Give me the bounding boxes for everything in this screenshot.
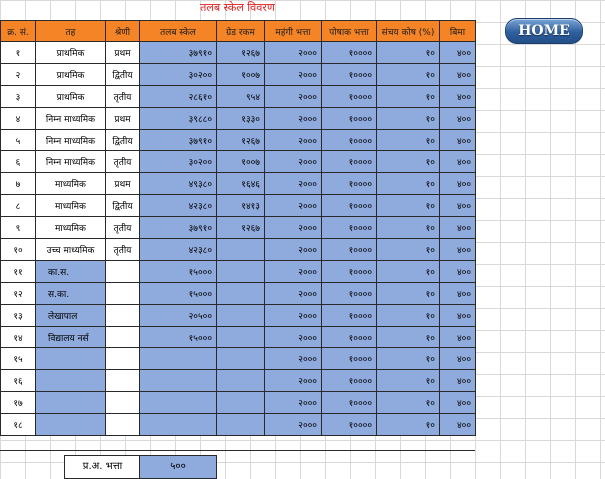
table-bottom-border [0,450,475,451]
cell-grade[interactable] [106,348,140,370]
table-row [1,304,476,326]
table-row [1,370,476,392]
cell-level[interactable]: निम्न माध्यमिक [36,129,106,151]
cell-dearness-allowance[interactable]: २००० [265,304,322,326]
cell-grade[interactable] [106,304,140,326]
cell-salary-scale[interactable]: ४२३८० [140,195,217,217]
cell-dearness-allowance[interactable]: २००० [265,392,322,414]
header-row [1,21,476,42]
cell-dearness-allowance[interactable]: २००० [265,282,322,304]
cell-insurance[interactable]: ४०० [440,348,476,370]
cell-salary-scale[interactable]: २०५०० [140,304,217,326]
table-row [1,107,476,129]
table-row [1,414,476,436]
cell-dearness-allowance[interactable]: २००० [265,107,322,129]
cell-grade-amount[interactable]: १३३० [217,107,265,129]
header-uniform-allowance[interactable]: पोषाक भत्ता [322,21,377,42]
cell-serial[interactable]: ८ [1,195,36,217]
cell-grade-amount[interactable] [217,282,265,304]
cell-insurance[interactable]: ४०० [440,85,476,107]
cell-salary-scale[interactable]: २८६१० [140,85,217,107]
cell-grade[interactable]: द्वितीय [106,63,140,85]
cell-provident-fund[interactable]: १० [377,107,440,129]
cell-grade[interactable]: प्रथम [106,42,140,64]
cell-dearness-allowance[interactable]: २००० [265,195,322,217]
cell-serial[interactable]: १८ [1,414,36,436]
cell-grade-amount[interactable]: १४१३ [217,195,265,217]
cell-grade-amount[interactable] [217,260,265,282]
cell-provident-fund[interactable]: १० [377,151,440,173]
header-dearness-allowance[interactable]: महंगी भत्ता [265,21,322,42]
cell-salary-scale[interactable]: ३७९१० [140,217,217,239]
cell-provident-fund[interactable]: १० [377,282,440,304]
cell-insurance[interactable]: ४०० [440,392,476,414]
cell-serial[interactable]: १० [1,239,36,261]
cell-insurance[interactable]: ४०० [440,239,476,261]
cell-uniform-allowance[interactable]: १०००० [322,239,377,261]
cell-grade[interactable] [106,326,140,348]
header-salary-scale[interactable]: तलब स्केल [140,21,217,42]
cell-salary-scale[interactable]: १५००० [140,326,217,348]
cell-level[interactable]: निम्न माध्यमिक [36,107,106,129]
cell-level[interactable]: माध्यमिक [36,217,106,239]
cell-insurance[interactable]: ४०० [440,195,476,217]
cell-level[interactable]: उच्च माध्यमिक [36,239,106,261]
home-button[interactable]: HOME [505,18,583,44]
table-row [1,392,476,414]
cell-uniform-allowance[interactable]: १०००० [322,217,377,239]
cell-insurance[interactable]: ४०० [440,260,476,282]
cell-grade-amount[interactable]: १२६७ [217,217,265,239]
cell-grade-amount[interactable] [217,392,265,414]
cell-insurance[interactable]: ४०० [440,370,476,392]
cell-provident-fund[interactable]: १० [377,326,440,348]
page-title: तलब स्केल विवरण [200,1,275,14]
cell-grade-amount[interactable]: १००७ [217,151,265,173]
cell-serial[interactable]: ११ [1,260,36,282]
cell-dearness-allowance[interactable]: २००० [265,414,322,436]
cell-grade[interactable]: तृतीय [106,85,140,107]
cell-grade[interactable] [106,392,140,414]
cell-provident-fund[interactable]: १० [377,370,440,392]
table-row [1,260,476,282]
cell-dearness-allowance[interactable]: २००० [265,370,322,392]
cell-level[interactable]: प्राथमिक [36,42,106,64]
cell-salary-scale[interactable]: ३७९१० [140,129,217,151]
cell-salary-scale[interactable]: १५००० [140,282,217,304]
table-row [1,217,476,239]
table-row [1,195,476,217]
cell-dearness-allowance[interactable]: २००० [265,326,322,348]
cell-provident-fund[interactable]: १० [377,304,440,326]
cell-dearness-allowance[interactable]: २००० [265,239,322,261]
cell-uniform-allowance[interactable]: १०००० [322,42,377,64]
cell-provident-fund[interactable]: १० [377,348,440,370]
cell-uniform-allowance[interactable]: १०००० [322,348,377,370]
cell-grade[interactable]: प्रथम [106,107,140,129]
cell-uniform-allowance[interactable]: १०००० [322,63,377,85]
cell-grade-amount[interactable] [217,239,265,261]
cell-provident-fund[interactable]: १० [377,85,440,107]
cell-grade-amount[interactable] [217,348,265,370]
cell-uniform-allowance[interactable]: १०००० [322,173,377,195]
cell-grade[interactable]: द्वितीय [106,129,140,151]
cell-serial[interactable]: ५ [1,129,36,151]
cell-salary-scale[interactable] [140,392,217,414]
cell-level[interactable]: प्राथमिक [36,85,106,107]
cell-salary-scale[interactable]: ४९३८० [140,173,217,195]
cell-uniform-allowance[interactable]: १०००० [322,129,377,151]
pa-bhatta-label[interactable]: प्र.अ. भत्ता [64,455,141,479]
cell-dearness-allowance[interactable]: २००० [265,151,322,173]
cell-insurance[interactable]: ४०० [440,63,476,85]
cell-insurance[interactable]: ४०० [440,217,476,239]
cell-insurance[interactable]: ४०० [440,42,476,64]
cell-serial[interactable]: १६ [1,370,36,392]
cell-insurance[interactable]: ४०० [440,304,476,326]
cell-grade[interactable]: तृतीय [106,151,140,173]
cell-uniform-allowance[interactable]: १०००० [322,195,377,217]
table-row [1,239,476,261]
cell-salary-scale[interactable]: ३०२०० [140,63,217,85]
cell-salary-scale[interactable] [140,414,217,436]
cell-salary-scale[interactable]: १५००० [140,260,217,282]
cell-grade-amount[interactable] [217,304,265,326]
cell-uniform-allowance[interactable]: १०००० [322,304,377,326]
header-grade-amount[interactable]: ग्रेड रकम [217,21,265,42]
cell-provident-fund[interactable]: १० [377,63,440,85]
cell-uniform-allowance[interactable]: १०००० [322,370,377,392]
cell-uniform-allowance[interactable]: १०००० [322,326,377,348]
cell-dearness-allowance[interactable]: २००० [265,260,322,282]
cell-provident-fund[interactable]: १० [377,195,440,217]
cell-insurance[interactable]: ४०० [440,129,476,151]
cell-uniform-allowance[interactable]: १०००० [322,107,377,129]
cell-grade-amount[interactable] [217,370,265,392]
cell-level[interactable]: माध्यमिक [36,173,106,195]
salary-scale-table [0,20,476,436]
cell-level[interactable]: निम्न माध्यमिक [36,151,106,173]
cell-provident-fund[interactable]: १० [377,239,440,261]
cell-serial[interactable]: ६ [1,151,36,173]
cell-level[interactable]: विद्यालय नर्स [36,326,106,348]
cell-grade[interactable] [106,260,140,282]
cell-provident-fund[interactable]: १० [377,414,440,436]
cell-serial[interactable]: १३ [1,304,36,326]
cell-dearness-allowance[interactable]: २००० [265,217,322,239]
cell-serial[interactable]: १२ [1,282,36,304]
table-row [1,173,476,195]
cell-dearness-allowance[interactable]: २००० [265,63,322,85]
table-row [1,42,476,64]
cell-salary-scale[interactable] [140,348,217,370]
cell-grade-amount[interactable]: १००७ [217,63,265,85]
cell-insurance[interactable]: ४०० [440,326,476,348]
cell-dearness-allowance[interactable]: २००० [265,85,322,107]
cell-provident-fund[interactable]: १० [377,392,440,414]
cell-level[interactable]: स.का. [36,282,106,304]
cell-insurance[interactable]: ४०० [440,151,476,173]
pa-bhatta-value[interactable]: ५०० [139,455,217,479]
cell-dearness-allowance[interactable]: २००० [265,173,322,195]
cell-serial[interactable]: १ [1,42,36,64]
cell-grade-amount[interactable] [217,326,265,348]
header-insurance[interactable]: बिमा [440,21,476,42]
cell-provident-fund[interactable]: १० [377,217,440,239]
cell-grade-amount[interactable] [217,414,265,436]
cell-grade[interactable]: द्वितीय [106,195,140,217]
cell-dearness-allowance[interactable]: २००० [265,348,322,370]
table-row [1,63,476,85]
cell-serial[interactable]: ७ [1,173,36,195]
cell-provident-fund[interactable]: १० [377,129,440,151]
cell-level[interactable] [36,392,106,414]
cell-uniform-allowance[interactable]: १०००० [322,85,377,107]
cell-dearness-allowance[interactable]: २००० [265,42,322,64]
table-row [1,282,476,304]
cell-serial[interactable]: १५ [1,348,36,370]
cell-level[interactable] [36,370,106,392]
cell-insurance[interactable]: ४०० [440,414,476,436]
cell-grade-amount[interactable]: १६४६ [217,173,265,195]
cell-grade-amount[interactable]: १२६७ [217,129,265,151]
cell-level[interactable] [36,414,106,436]
cell-uniform-allowance[interactable]: १०००० [322,260,377,282]
cell-serial[interactable]: ९ [1,217,36,239]
cell-serial[interactable]: १७ [1,392,36,414]
cell-grade[interactable] [106,370,140,392]
cell-serial[interactable]: ३ [1,85,36,107]
cell-level[interactable]: प्राथमिक [36,63,106,85]
cell-serial[interactable]: ४ [1,107,36,129]
cell-provident-fund[interactable]: १० [377,260,440,282]
cell-level[interactable]: का.स. [36,260,106,282]
cell-salary-scale[interactable] [140,370,217,392]
cell-serial[interactable]: १४ [1,326,36,348]
cell-insurance[interactable]: ४०० [440,107,476,129]
cell-salary-scale[interactable]: ३०२०० [140,151,217,173]
header-level[interactable]: तह [36,21,106,42]
cell-uniform-allowance[interactable]: १०००० [322,282,377,304]
cell-uniform-allowance[interactable]: १०००० [322,151,377,173]
cell-grade-amount[interactable]: ९५४ [217,85,265,107]
cell-grade[interactable] [106,414,140,436]
cell-level[interactable]: लेखापाल [36,304,106,326]
cell-grade[interactable]: तृतीय [106,239,140,261]
table-row [1,85,476,107]
cell-serial[interactable]: २ [1,63,36,85]
header-serial[interactable]: क्र. सं. [1,21,36,42]
cell-uniform-allowance[interactable]: १०००० [322,414,377,436]
table-row [1,348,476,370]
cell-grade[interactable]: प्रथम [106,173,140,195]
header-grade[interactable]: श्रेणी [106,21,140,42]
table-row [1,151,476,173]
cell-level[interactable] [36,348,106,370]
cell-provident-fund[interactable]: १० [377,173,440,195]
cell-grade[interactable] [106,282,140,304]
header-provident-fund[interactable]: संचय कोष (%) [377,21,440,42]
cell-salary-scale[interactable]: ३७९१० [140,42,217,64]
cell-grade-amount[interactable]: १२६७ [217,42,265,64]
cell-salary-scale[interactable]: ४२३८० [140,239,217,261]
cell-grade[interactable]: तृतीय [106,217,140,239]
table-row [1,129,476,151]
cell-provident-fund[interactable]: १० [377,42,440,64]
cell-dearness-allowance[interactable]: २००० [265,129,322,151]
cell-insurance[interactable]: ४०० [440,173,476,195]
cell-uniform-allowance[interactable]: १०००० [322,392,377,414]
cell-salary-scale[interactable]: ३९८८० [140,107,217,129]
cell-insurance[interactable]: ४०० [440,282,476,304]
cell-level[interactable]: माध्यमिक [36,195,106,217]
table-row [1,326,476,348]
